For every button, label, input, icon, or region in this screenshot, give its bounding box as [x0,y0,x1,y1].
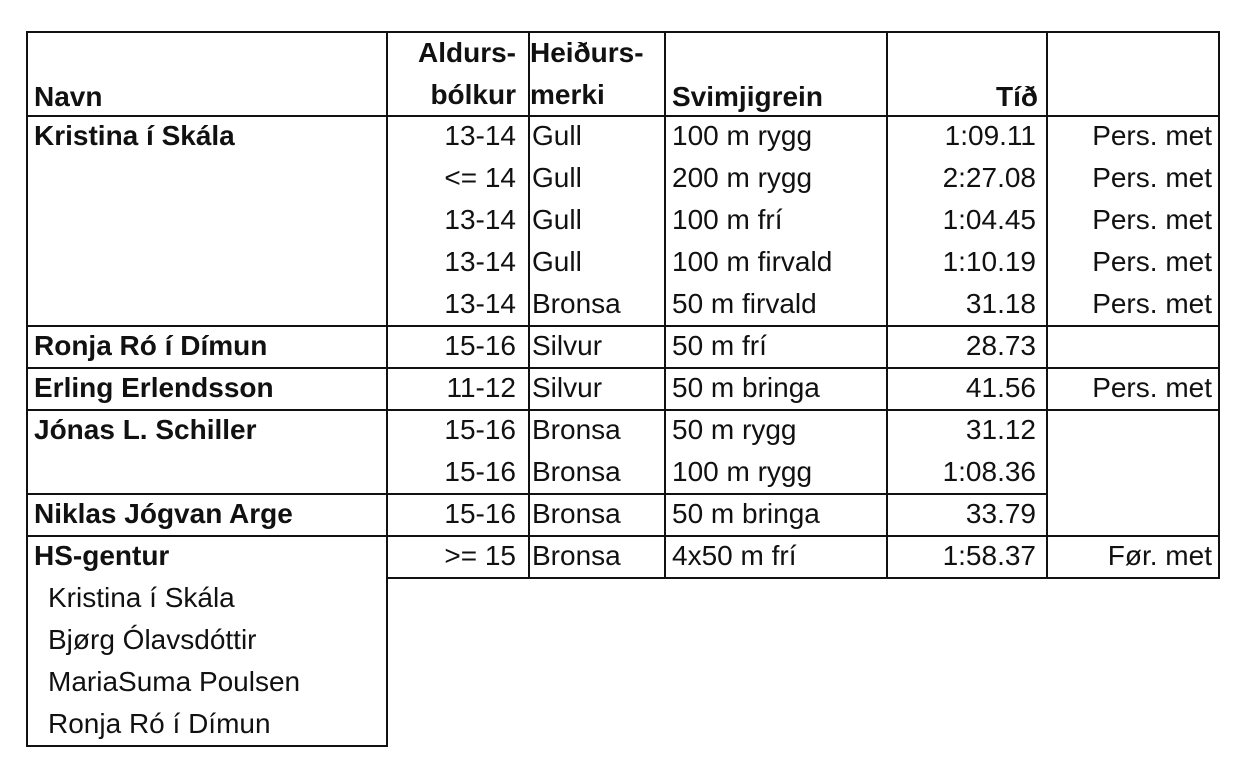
cell-event: 200 m rygg [672,162,813,193]
header-navn: Navn [34,81,103,112]
cell-time: 1:09.11 [944,120,1036,151]
cell-time: 31.18 [965,288,1036,319]
cell-time: 33.79 [965,498,1036,529]
cell-age: 15-16 [444,498,516,529]
grid-hline [26,325,1220,327]
grid-hline [26,367,1220,369]
cell-note: Pers. met [1092,246,1212,277]
cell-medal: Silvur [532,372,603,403]
cell-time: 28.73 [965,330,1036,361]
header-heidursmerki-1: Heiðurs- [530,37,644,68]
cell-medal: Gull [532,162,582,193]
cell-event: 50 m bringa [672,372,820,403]
grid-hline [386,577,1220,579]
cell-note: Pers. met [1092,372,1212,403]
cell-medal: Gull [532,246,582,277]
cell-age: 13-14 [444,204,516,235]
cell-note: Pers. met [1092,204,1212,235]
cell-event: 4x50 m frí [672,540,797,571]
cell-event: 50 m rygg [672,414,797,445]
grid-hline [26,535,1220,537]
cell-medal: Bronsa [532,498,621,529]
cell-time: 1:04.45 [942,204,1036,235]
cell-event: 100 m rygg [672,456,813,487]
cell-age: <= 14 [444,162,516,193]
cell-time: 31.12 [965,414,1036,445]
cell-medal: Bronsa [532,456,621,487]
cell-event: 100 m frí [672,204,783,235]
cell-event: 50 m bringa [672,498,820,529]
cell-name: Niklas Jógvan Arge [34,498,293,529]
cell-age: 13-14 [444,246,516,277]
cell-medal: Gull [532,204,582,235]
cell-event: 50 m frí [672,330,767,361]
cell-time: 1:58.37 [942,540,1036,571]
cell-note: Pers. met [1092,288,1212,319]
cell-medal: Bronsa [532,288,621,319]
grid-vline [1218,31,1220,579]
header-aldursbolkur-2: bólkur [430,79,516,110]
cell-medal: Bronsa [532,540,621,571]
header-aldursbolkur-1: Aldurs- [418,37,516,68]
header-heidursmerki-2: merki [530,79,605,110]
cell-medal: Silvur [532,330,603,361]
relay-member: Ronja Ró í Dímun [48,708,271,739]
header-svimjigrein: Svimjigrein [672,81,823,112]
grid-hline [26,31,1220,33]
cell-age: 11-12 [446,372,516,403]
grid-vline [886,31,888,579]
relay-member: MariaSuma Poulsen [48,666,301,697]
grid-hline [26,409,1220,411]
cell-event: 100 m rygg [672,120,813,151]
relay-member: Bjørg Ólavsdóttir [48,624,257,655]
cell-name: Jónas L. Schiller [34,414,257,445]
cell-time: 1:10.19 [942,246,1036,277]
cell-medal: Bronsa [532,414,621,445]
cell-name: Ronja Ró í Dímun [34,330,268,361]
grid-hline [26,745,388,747]
cell-age: 15-16 [444,330,516,361]
cell-name: Kristina í Skála [34,120,235,151]
cell-note: Før. met [1107,540,1212,571]
grid-hline [26,115,1220,117]
grid-hline [26,493,1046,495]
cell-time: 2:27.08 [942,162,1036,193]
header-tid: Tíð [996,81,1038,112]
cell-event: 50 m firvald [672,288,817,319]
grid-vline [1046,31,1048,579]
cell-age: >= 15 [444,540,516,571]
cell-time: 41.56 [965,372,1036,403]
cell-age: 15-16 [444,456,516,487]
cell-age: 13-14 [444,120,516,151]
grid-vline [26,31,28,747]
cell-event: 100 m firvald [672,246,833,277]
cell-time: 1:08.36 [942,456,1036,487]
cell-note: Pers. met [1092,162,1212,193]
grid-vline [528,31,530,579]
cell-age: 13-14 [444,288,516,319]
grid-vline [664,31,666,579]
relay-member: Kristina í Skála [48,582,235,613]
cell-name: HS-gentur [34,540,170,571]
cell-age: 15-16 [444,414,516,445]
grid-vline [386,31,388,747]
cell-name: Erling Erlendsson [34,372,274,403]
cell-medal: Gull [532,120,582,151]
cell-note: Pers. met [1092,120,1212,151]
results-table [26,31,1220,746]
